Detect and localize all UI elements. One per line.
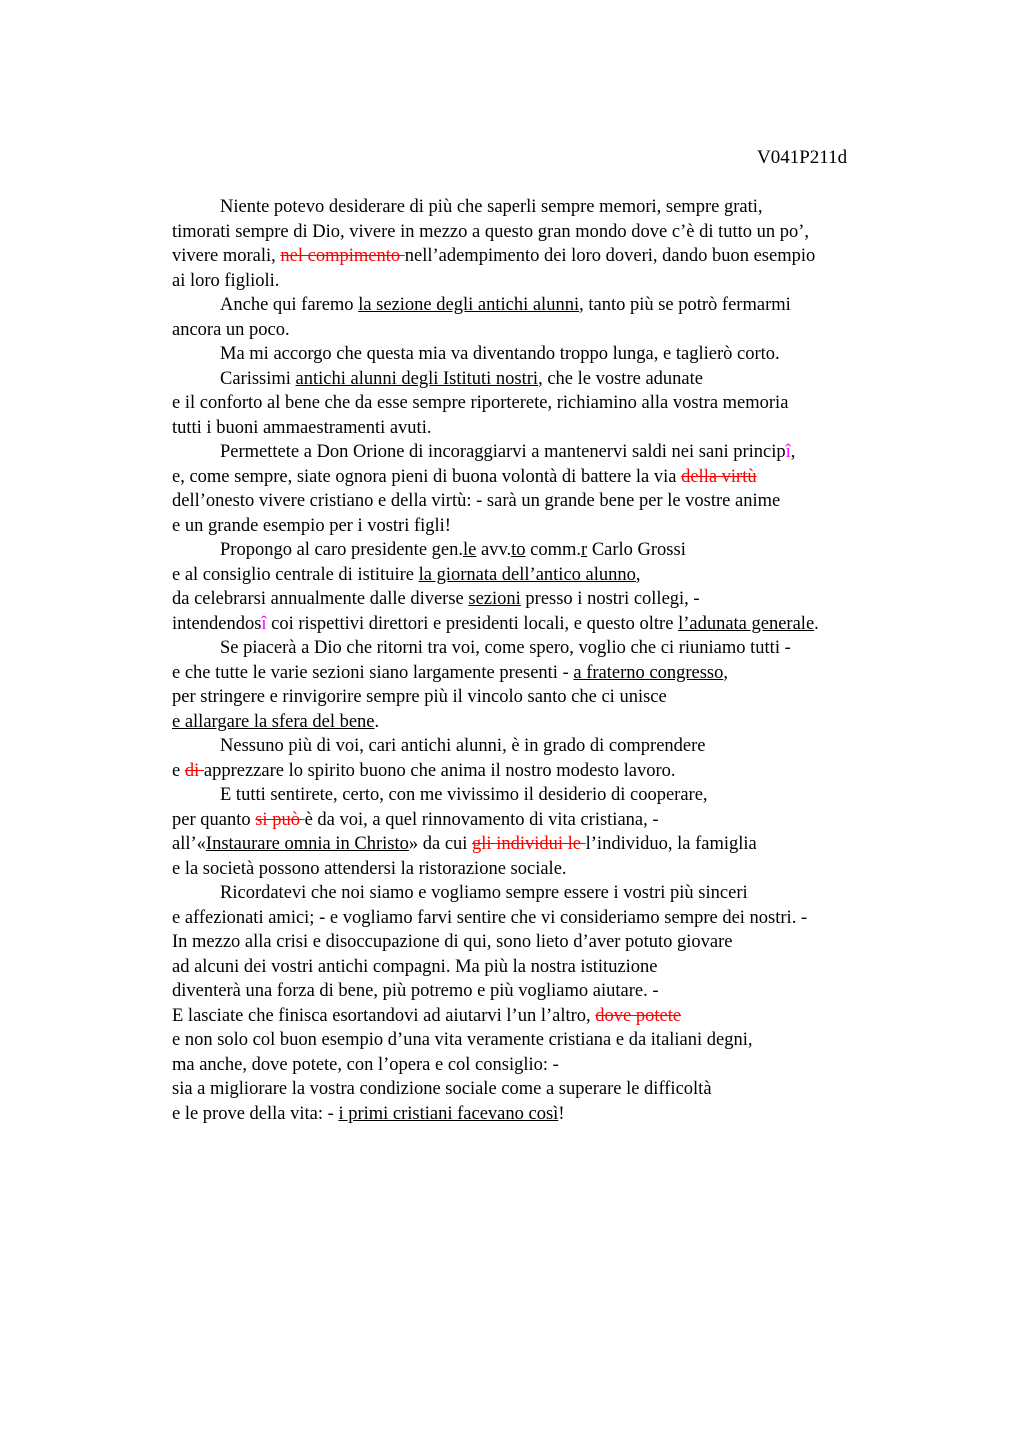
text-segment: per stringere e rinvigorire sempre più il vincolo santo che ci unisce [172, 687, 667, 707]
underlined-text: to [511, 540, 526, 560]
text-segment: coi rispettivi direttori e presidenti locali, e questo oltre [266, 613, 679, 634]
inserted-mark: î [261, 613, 267, 634]
text-segment: E tutti sentirete, certo, con me vivissimo il desiderio di cooperare, [220, 785, 708, 805]
text-segment: » da cui [408, 834, 473, 854]
text-line [172, 538, 912, 563]
text-segment: presso i nostri collegi, - [520, 589, 700, 609]
text-line [172, 514, 912, 539]
underlined-text: sezioni [468, 589, 521, 609]
text-segment: vivere morali, [172, 246, 281, 266]
text-segment: e [172, 760, 185, 781]
text-line [172, 881, 912, 906]
text-line [172, 1077, 912, 1102]
struck-text: si può [255, 809, 305, 830]
text-segment: Niente potevo desiderare di più che saperli sempre memori, sempre grati, [220, 197, 763, 217]
text-line [172, 367, 912, 392]
text-segment: ! [558, 1103, 565, 1124]
text-line [172, 489, 912, 514]
text-segment: In mezzo alla crisi e disoccupazione di qui, sono lieto d’aver potuto giovare [172, 932, 733, 952]
text-line [172, 318, 912, 343]
text-segment: Carlo Grossi [587, 540, 686, 560]
text-segment: all’« [172, 834, 206, 854]
text-segment: e, come sempre, siate ognora pieni di buona volontà di battere la via [172, 466, 682, 487]
text-segment: diventerà una forza di bene, più potremo e più vogliamo aiutare. - [172, 981, 659, 1001]
text-segment: l’individuo, la famiglia [585, 834, 757, 854]
text-segment: Carissimi [220, 368, 296, 389]
text-segment: Anche qui faremo [220, 295, 359, 315]
text-segment: Nessuno più di voi, cari antichi alunni, è in grado di comprendere [220, 736, 706, 756]
text-segment: ai loro figlioli. [172, 270, 280, 291]
text-line [172, 955, 912, 980]
text-segment: , [723, 662, 728, 683]
text-line [172, 906, 912, 931]
text-segment: sia a migliorare la vostra condizione sociale come a superare le difficoltà [172, 1079, 712, 1099]
text-segment: comm. [525, 540, 582, 560]
text-line [172, 220, 912, 245]
text-segment: Ricordatevi che noi siamo e vogliamo sempre essere i vostri più sinceri [220, 883, 748, 903]
text-line [172, 195, 912, 220]
text-line [172, 563, 912, 588]
underlined-text: antichi alunni degli Istituti nostri [295, 368, 539, 389]
text-line [172, 832, 912, 857]
text-segment: E lasciate che finisca esortandovi ad aiutarvi l’un l’altro, [172, 1005, 596, 1026]
underlined-text: i primi cristiani facevano così [338, 1103, 559, 1124]
text-line [172, 661, 912, 686]
text-segment: Ma mi accorgo che questa mia va diventando troppo lunga, e taglierò corto. [220, 344, 780, 364]
text-segment: apprezzare lo spirito buono che anima il nostro modesto lavoro. [203, 760, 676, 781]
text-line [172, 1053, 912, 1078]
text-segment: è da voi, a quel rinnovamento di vita cristiana, - [304, 809, 659, 830]
text-line [172, 979, 912, 1004]
text-line [172, 857, 912, 882]
text-segment: per quanto [172, 809, 256, 830]
text-line [172, 734, 912, 759]
text-line [172, 244, 912, 269]
inserted-mark: î [785, 442, 791, 462]
struck-text: dove potete [595, 1005, 682, 1026]
text-segment: e il conforto al bene che da esse sempre riporterete, richiamino alla vostra memoria [172, 393, 789, 413]
struck-text: di [184, 760, 204, 781]
underlined-text: e allargare la sfera del bene [172, 711, 375, 732]
text-line [172, 930, 912, 955]
text-segment: e un grande esempio per i vostri figli! [172, 515, 451, 536]
text-line [172, 269, 912, 294]
text-line [172, 1004, 912, 1029]
underlined-text: r [581, 540, 588, 560]
underlined-text: le [463, 540, 477, 560]
text-segment: Propongo al caro presidente gen. [220, 540, 463, 560]
text-line [172, 440, 912, 465]
text-segment: e le prove della vita: - [172, 1103, 339, 1124]
text-segment: , [635, 564, 641, 585]
text-line [172, 465, 912, 490]
underlined-text: la giornata dell’antico alunno [418, 564, 636, 585]
text-line [172, 342, 912, 367]
text-segment: e affezionati amici; - e vogliamo farvi sentire che vi consideriamo sempre dei nostri. - [172, 907, 808, 928]
text-line [172, 710, 912, 735]
text-segment: intendendos [172, 613, 262, 634]
text-segment: e non solo col buon esempio d’una vita veramente cristiana e da italiani degni, [172, 1030, 753, 1050]
text-segment: , che le vostre adunate [538, 368, 703, 389]
text-line [172, 783, 912, 808]
page-identifier: V041P211d [757, 147, 848, 168]
text-segment: timorati sempre di Dio, vivere in mezzo a questo gran mondo dove c’è di tutto un po’, [172, 221, 810, 242]
underlined-text: a fraterno congresso [573, 662, 724, 683]
text-segment: Permettete a Don Orione di incoraggiarvi a mantenervi saldi nei sani princip [220, 442, 786, 462]
text-segment: , tanto più se potrò fermarmi [579, 295, 791, 315]
text-line [172, 416, 912, 441]
text-segment: nell’adempimento dei loro doveri, dando buon esempio [404, 246, 816, 266]
text-line [172, 612, 912, 637]
text-line [172, 759, 912, 784]
text-line [172, 1028, 912, 1053]
letter-body [172, 195, 912, 1126]
text-segment: e al consiglio centrale di istituire [172, 564, 419, 585]
struck-text: della virtù [681, 466, 757, 487]
text-segment: Se piacerà a Dio che ritorni tra voi, come spero, voglio che ci riuniamo tutti - [220, 638, 791, 658]
text-line [172, 1102, 912, 1127]
text-line [172, 293, 912, 318]
text-segment: dell’onesto vivere cristiano e della virtù: - sarà un grande bene per le vostre anime [172, 491, 781, 511]
text-segment: , [790, 442, 796, 462]
underlined-text: l’adunata generale [678, 613, 815, 634]
struck-text: gli individui le [472, 834, 586, 854]
struck-text: nel compimento [280, 246, 405, 266]
text-line [172, 808, 912, 833]
text-segment: ad alcuni dei vostri antichi compagni. Ma più la nostra istituzione [172, 956, 658, 977]
text-segment: avv. [476, 540, 512, 560]
text-segment: . [814, 613, 819, 634]
text-segment: ancora un poco. [172, 319, 290, 340]
text-line [172, 587, 912, 612]
text-segment: ma anche, dove potete, con l’opera e col consiglio: - [172, 1054, 559, 1075]
text-segment: . [374, 711, 380, 732]
text-segment: e che tutte le varie sezioni siano largamente presenti - [172, 662, 574, 683]
text-line [172, 636, 912, 661]
underlined-text: Instaurare omnia in Christo [205, 834, 409, 854]
text-segment: tutti i buoni ammaestramenti avuti. [172, 417, 432, 438]
text-segment: da celebrarsi annualmente dalle diverse [172, 589, 469, 609]
text-segment: e la società possono attendersi la ristorazione sociale. [172, 858, 567, 879]
underlined-text: la sezione degli antichi alunni [358, 295, 580, 315]
text-line [172, 685, 912, 710]
text-line [172, 391, 912, 416]
